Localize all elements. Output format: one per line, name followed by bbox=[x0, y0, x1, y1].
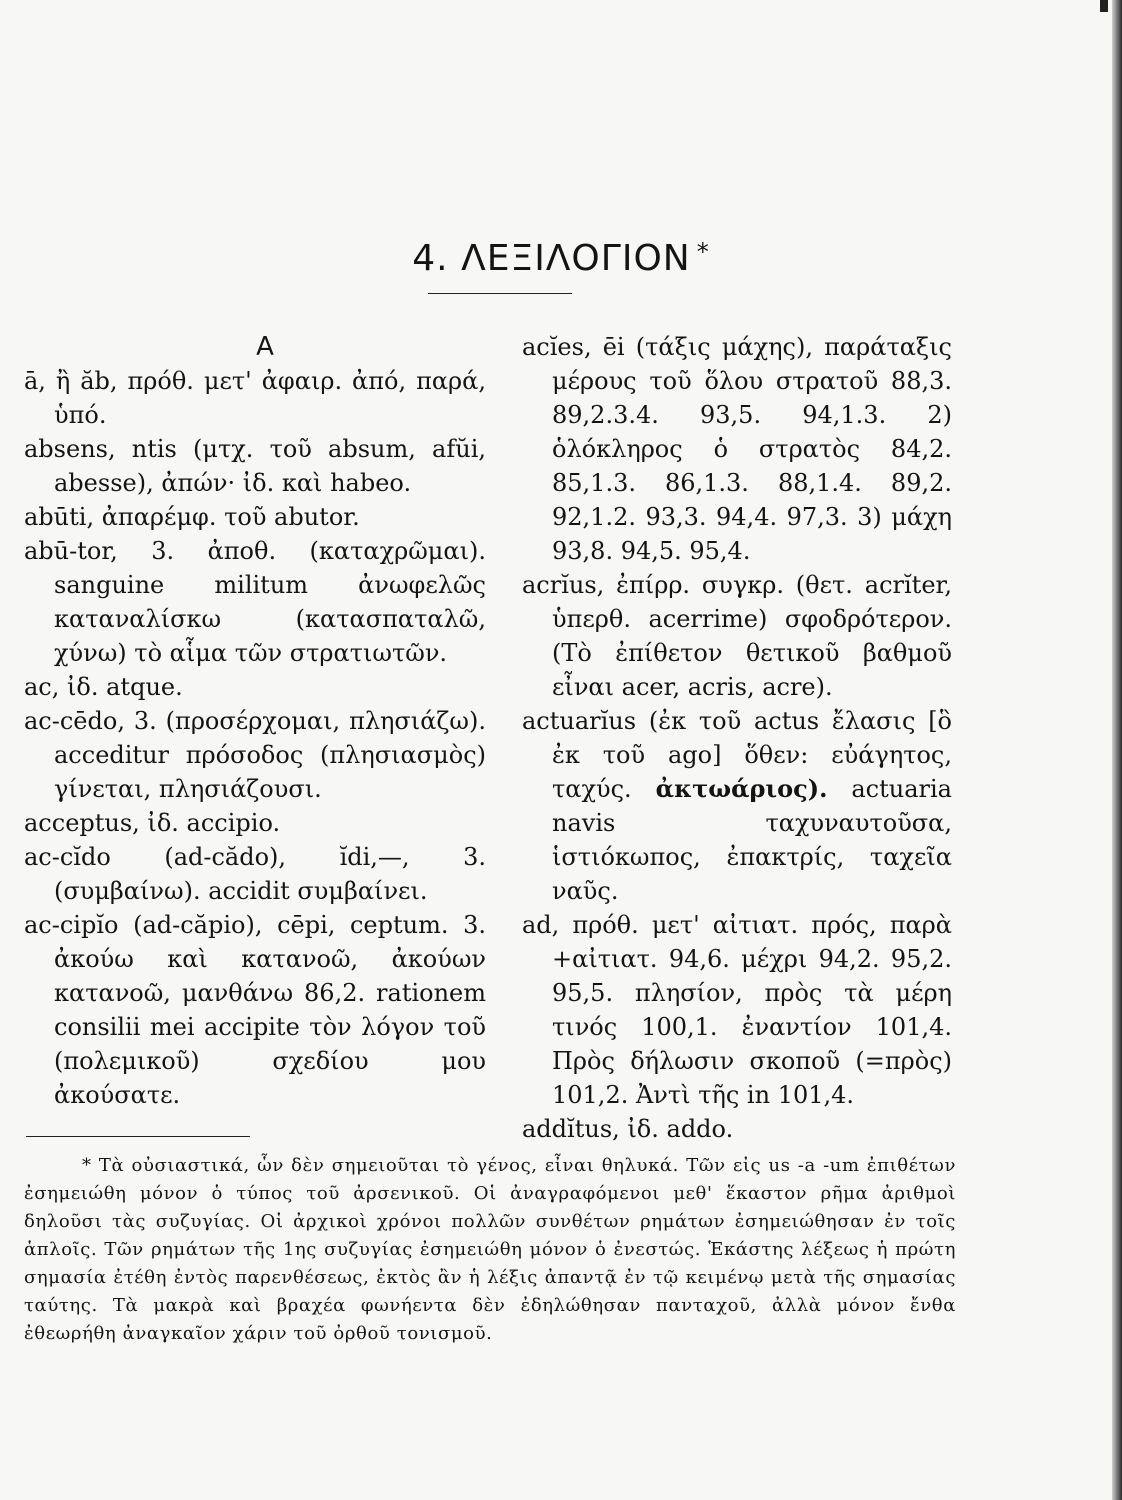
entry-text: actuaria navis ταχυναυτοῦσα, ἱστιόκωπος, ἐπακτρίς, ταχεῖα ναῦς. bbox=[552, 775, 952, 905]
dictionary-entry bbox=[522, 704, 952, 908]
dictionary-entry: addĭtus, ἰδ. addo. bbox=[522, 1115, 734, 1143]
title-rule bbox=[428, 293, 572, 294]
footnote-rule bbox=[26, 1136, 250, 1137]
entry-text: actuarĭus (ἐκ τοῦ actus ἔλασις [ὃ ἐκ τοῦ ago] ὅθεν: εὐάγητος, ταχύς. bbox=[522, 707, 952, 803]
title-text: 4. ΛΕΞΙΛΟΓΙΟΝ bbox=[412, 238, 691, 280]
dictionary-entry: acrĭus, ἐπίρρ. συγκρ. (θετ. acrĭter, ὑπερθ. acerrime) σφοδρότερον. (Τὸ ἐπίθετον θετικοῦ βαθμοῦ εἶναι acer, acris, acre). bbox=[522, 571, 952, 701]
dictionary-entry: ac, ἰδ. atque. bbox=[24, 673, 183, 701]
page-title bbox=[0, 238, 1122, 279]
dictionary-entry: ac-cēdo, 3. (προσέρχομαι, πλησιάζω). acceditur πρόσοδος (πλησιασμὸς) γίνεται, πλησιάζουσι. bbox=[24, 707, 486, 803]
left-column bbox=[24, 330, 486, 1112]
dictionary-entry: ac-cĭdo (ad-cădo), ĭdi,—, 3. (συμβαίνω). accidit συμβαίνει. bbox=[24, 843, 486, 905]
dictionary-entry: abūti, ἀπαρέμφ. τοῦ abutor. bbox=[24, 503, 360, 531]
entry-bold-term: ἀκτωάριος). bbox=[655, 774, 828, 803]
dictionary-entry: abū-tor, 3. ἀποθ. (καταχρῶμαι). sanguine militum ἀνωφελῶς καταναλίσκω (κατασπαταλῶ, χύνω) τὸ αἷμα τῶν στρατιωτῶν. bbox=[24, 537, 486, 667]
corner-mark bbox=[1100, 0, 1108, 12]
right-column bbox=[522, 330, 952, 1146]
dictionary-entry: absens, ntis (μτχ. τοῦ absum, afŭi, abesse), ἀπών· ἰδ. καὶ habeo. bbox=[24, 435, 486, 497]
section-letter: Α bbox=[256, 332, 274, 362]
dictionary-entry: acceptus, ἰδ. accipio. bbox=[24, 809, 281, 837]
dictionary-entry: ā, ἢ ăb, πρόθ. μετ' ἀφαιρ. ἀπό, παρά, ὑπό. bbox=[24, 367, 486, 429]
title-footnote-marker: * bbox=[696, 238, 710, 267]
page-edge-shadow bbox=[1112, 0, 1122, 1500]
dictionary-entry: acĭes, ēi (τάξις μάχης), παράταξις μέρους τοῦ ὅλου στρατοῦ 88,3. 89,2.3.4. 93,5. 94,1.3. 2) ὁλόκληρος ὁ στρατὸς 84,2. 85,1.3. 86,1.3. 88,1.4. 89,2. 92,1.2. 93,3. 94,4. 97,3. 3) μάχη 93,8. 94,5. 95,4. bbox=[522, 333, 952, 565]
footnote: * Τὰ οὐσιαστικά, ὧν δὲν σημειοῦται τὸ γένος, εἶναι θηλυκά. Τῶν εἰς us -a -um ἐπιθέτων ἐσημειώθη μόνον ὁ τύπος τοῦ ἀρσενικοῦ. Οἱ ἀναγραφόμενοι μεθ' ἕκαστον ρῆμα ἀριθμοὶ δηλοῦσι τὰς συζυγίας. Οἱ ἀρχικοὶ χρόνοι πολλῶν συνθέτων ρημάτων ἐσημειώθησαν ἐν τοῖς ἁπλοῖς. Τῶν ρημάτων τῆς 1ης συζυγίας ἐσημειώθη μόνον ὁ ἐνεστώς. Ἑκάστης λέξεως ἡ πρώτη σημασία ἐτέθη ἐντὸς παρενθέσεως, ἐκτὸς ἂν ἡ λέξις ἀπαντᾷ ἐν τῷ κειμένῳ μετὰ τῆς σημασίας ταύτης. Τὰ μακρὰ καὶ βραχέα φωνήεντα δὲν ἐδηλώθησαν πανταχοῦ, ἀλλὰ μόνον ἔνθα ἐθεωρήθη ἀναγκαῖον χάριν τοῦ ὀρθοῦ τονισμοῦ. bbox=[24, 1155, 956, 1344]
dictionary-entry: ad, πρόθ. μετ' αἰτιατ. πρός, παρὰ +αἰτιατ. 94,6. μέχρι 94,2. 95,2. 95,5. πλησίον, πρὸς τὰ μέρη τινός 100,1. ἐναντίον 101,4. Πρὸς δήλωσιν σκοποῦ (=πρὸς) 101,2. Ἀντὶ τῆς in 101,4. bbox=[522, 911, 952, 1109]
dictionary-entry: ac-cipĭo (ad-căpio), cēpi, ceptum. 3. ἀκούω καὶ κατανοῶ, ἀκούων κατανοῶ, μανθάνω 86,2. rationem consilii mei accipite τὸν λόγον τοῦ (πολεμικοῦ) σχεδίου μου ἀκούσατε. bbox=[24, 911, 486, 1109]
